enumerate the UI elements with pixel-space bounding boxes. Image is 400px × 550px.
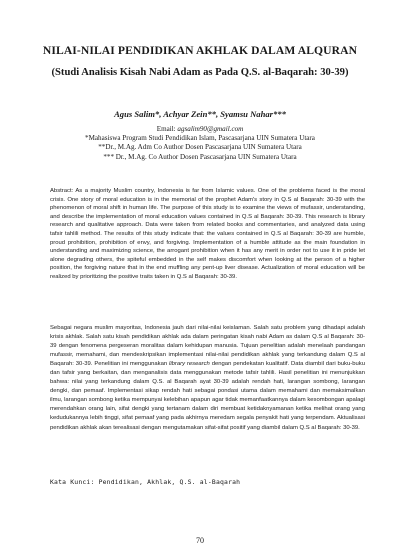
abstract-id-part1: Sebagai negara muslim mayoritas, Indonesia jauh dari nilai-nilai keislaman. Salah satu problem yang dihadapi adalah krisis akhlak. Salah satu kisah pendidikan akhlak ada dalam peringatan kisah nabi Adam as dalam Q.S al Baqarah: 30-39 dengan fenomena pergeseran moralitas dalam kehidupan manusia. Tujuan penelitian adalah menelaah pandangan mufassir, memahami, dan mendeskripsikan implementasi nilai-nilai pendidikan akhlak yang terkandung dalam Q.S al Baqarah: 30-39. Penelitian ini menggunakan — [50, 325, 365, 368]
keywords: Kata Kunci: Pendidikan, Akhlak, Q.S. al-Baqarah — [50, 478, 241, 486]
affiliation-block — [24, 125, 376, 162]
affiliation-3: *** Dr., M.Ag. Co Author Dosen Pascasarjana UIN Sumatera Utara — [103, 152, 297, 161]
email-label: Email: — [156, 125, 178, 133]
author-list: Agus Salim*, Achyar Zein**, Syamsu Nahar*** — [114, 109, 286, 119]
abstract-id-italic: library research — [169, 361, 210, 368]
abstract-en: Abstract: As a majority Muslim country, Indonesia is far from Islamic values. One of the problems faced is the moral crisis. One story of moral education is in the memorial of the prophet Adam's story in Q.S al Baqarah: 30-39 with the phenomenon of moral shift in human life. The purpose of this study is to examine the views of mufassir, understanding, and describe the implementation of moral education values contained in Q.S al Baqarah: 30-39. This research is library research and qualitative approach. Data were taken from related books and commentaries, and analyzed data using tafsir tahlili method. The results of this study indicate that: the values contained in Q.S al Baqarah: 30-39 are humble, proud prohibition, prohibition of envy, and forgiving. Implementation of a humble attitude as the main foundation in understanding and maximizing science, the arrogant prohibition when it has any merit in order not to use it in pride let alone degrading others, the spiteful embedded in the self makes discomfort when looking at the person of a higher position, the forgiving nature that in the end muffling any pent-up liver disease. Actualization of moral education will be realized by prioritizing the positive traits taken in Q.S al Baqarah: 30-39. — [50, 188, 365, 280]
paper-title: NILAI-NILAI PENDIDIKAN AKHLAK DALAM ALQURAN — [42, 44, 358, 57]
abstract-id-part2: dengan pendekatan kualitatif. Data diambil dari buku-buku dan tafsir yang berkaitan, dan menganalisis data menggunakan metode tafsir tahlili. Hasil penelitian ini menunjukkan bahwa: nilai yang terkandung dalam Q.S. al Baqarah ayat 30-39 adalah rendah hati, larangan sombong, larangan dengki, dan pemaaf. Implementasi sikap rendah hati sebagai pondasi utama dalam memahami dan memaksimalkan ilmu, larangan sombong ketika mempunyai kelebihan apapun agar tidak memanfaatkannya dalam kesombongan apalagi merendahkan orang lain, sifat dengki yang tertanam dalam diri membuat ketidaknyamanan ketika melihat orang yang kedudukannya lebih tinggi, sifat pemaaf yang pada akhirnya meredam segala penyakit hati yang terpendam. Aktualisasi pendidikan akhlak akan terealisasi dengan mengutamakan sifat-sifat positif yang diambil dalam Q.S al Baqarah: 30-39. — [50, 361, 365, 431]
author-email: agsalim90@gmail.com — [177, 125, 244, 133]
email-line — [24, 125, 376, 134]
paper-subtitle: (Studi Analisis Kisah Nabi Adam as Pada Q.S. al-Baqarah: 30-39) — [51, 67, 349, 78]
page-number: 70 — [196, 536, 204, 545]
affiliation-1: *Mahasiswa Program Studi Pendidikan Islam, Pascasarjana UIN Sumatera Utara — [85, 134, 315, 143]
affiliation-2: **Dr., M.Ag. Adm Co Author Dosen Pascasarjana UIN Sumatera Utara — [98, 143, 302, 152]
abstract-id — [50, 324, 365, 433]
